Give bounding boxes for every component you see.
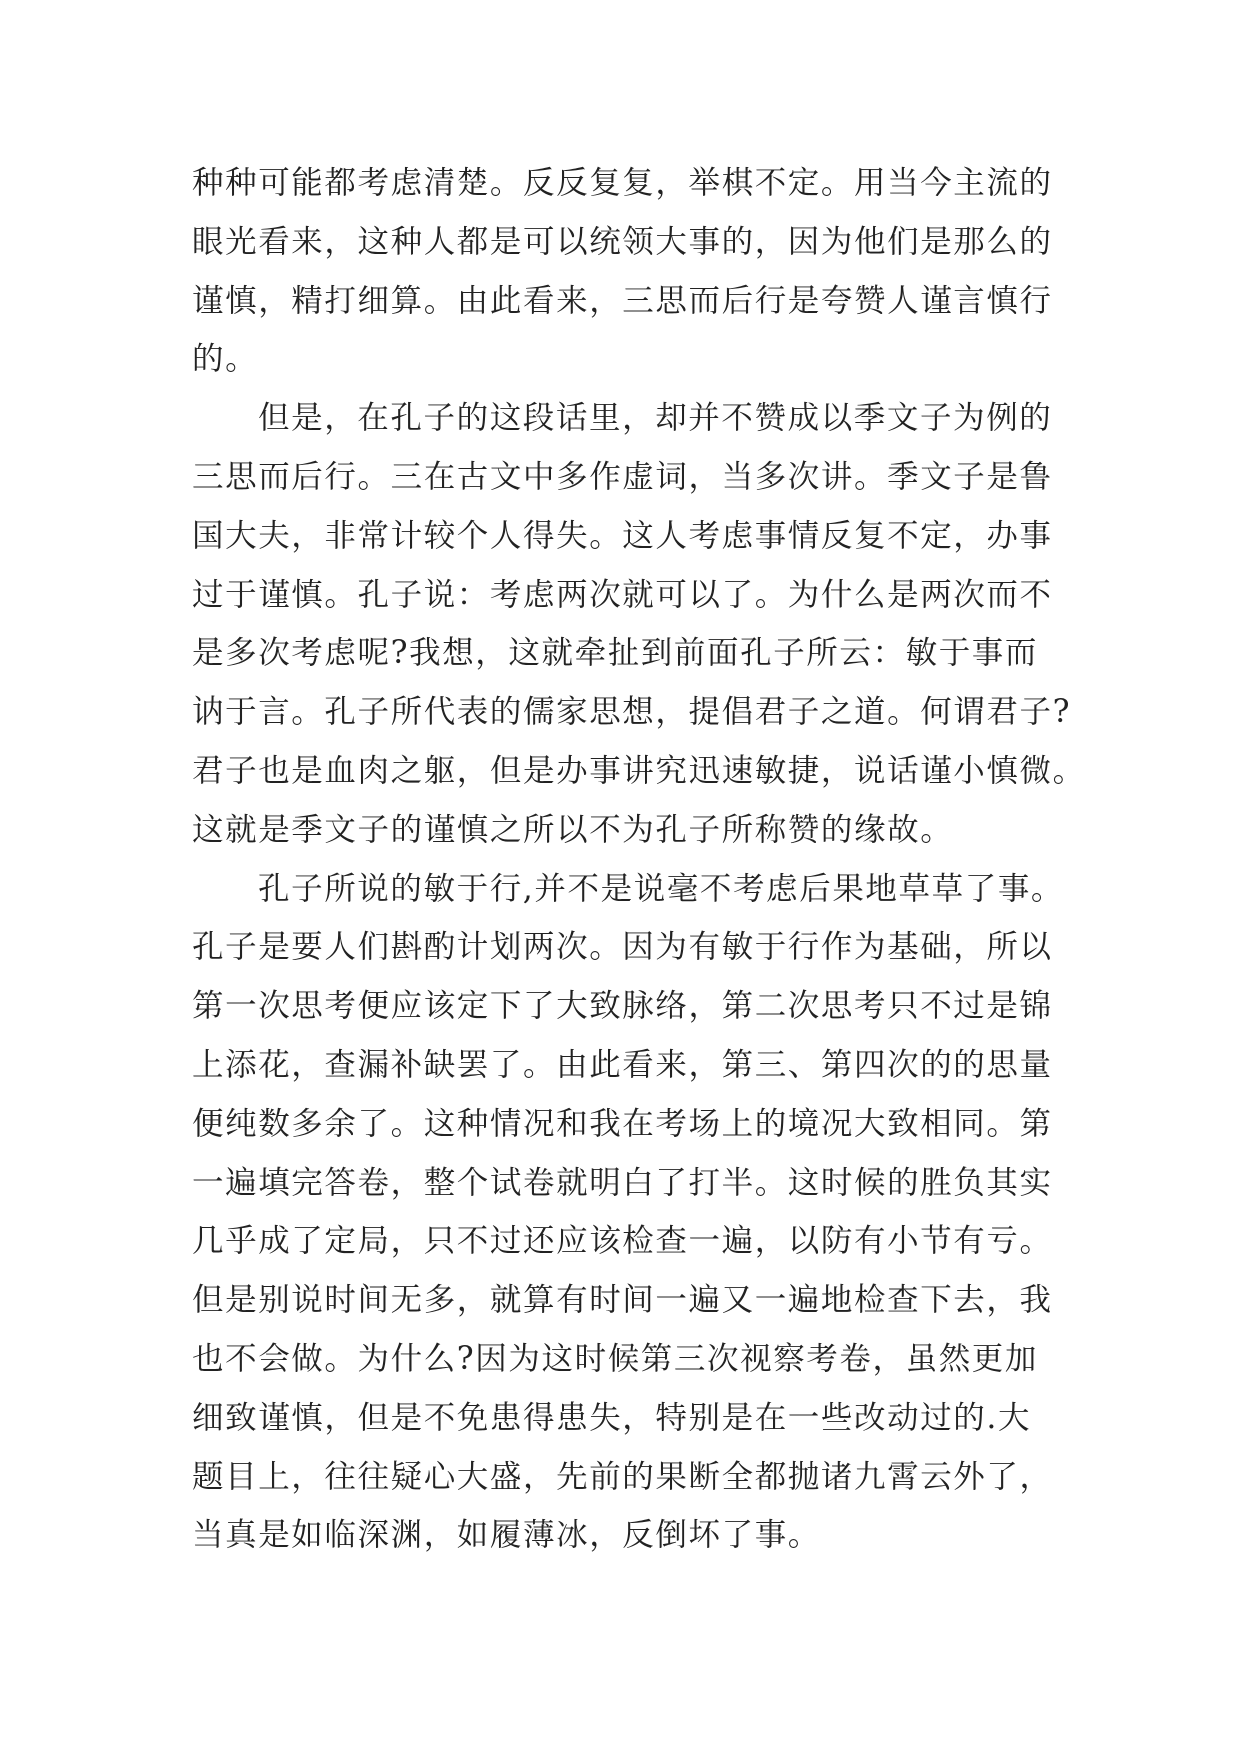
text-line: 谨慎，精打细算。由此看来，三思而后行是夸赞人谨言慎行 (192, 282, 1053, 319)
text-line: 一遍填完答卷，整个试卷就明白了打半。这时候的胜负其实 (192, 1164, 1053, 1201)
text-line: 君子也是血肉之躯，但是办事讲究迅速敏捷，说话谨小慎微。 (192, 752, 1086, 789)
text-line: 过于谨慎。孔子说：考虑两次就可以了。为什么是两次而不 (192, 576, 1053, 613)
text-line: 但是别说时间无多，就算有时间一遍又一遍地检查下去，我 (192, 1282, 1053, 1319)
body-text (192, 154, 1086, 1565)
text-line: 但是，在孔子的这段话里，却并不赞成以季文子为例的 (258, 400, 1053, 437)
text-line: 是多次考虑呢?我想，这就牵扯到前面孔子所云：敏于事而 (192, 635, 1038, 672)
text-line: 讷于言。孔子所代表的儒家思想，提倡君子之道。何谓君子? (192, 694, 1072, 731)
text-line: 上添花，查漏补缺罢了。由此看来，第三、第四次的的思量 (192, 1046, 1053, 1083)
text-line: 眼光看来，这种人都是可以统领大事的，因为他们是那么的 (192, 223, 1053, 260)
text-line: 三思而后行。三在古文中多作虚词，当多次讲。季文子是鲁 (192, 458, 1053, 495)
text-line: 当真是如临深渊，如履薄冰，反倒坏了事。 (192, 1517, 821, 1554)
paragraph (192, 860, 1080, 1566)
text-line: 孔子所说的敏于行,并不是说毫不考虑后果地草草了事。 (258, 870, 1065, 907)
text-line: 国大夫，非常计较个人得失。这人考虑事情反复不定，办事 (192, 517, 1053, 554)
text-line: 也不会做。为什么?因为这时候第三次视察考卷，虽然更加 (192, 1340, 1038, 1377)
text-line: 孔子是要人们斟酌计划两次。因为有敏于行作为基础，所以 (192, 929, 1053, 966)
text-line: 第一次思考便应该定下了大致脉络，第二次思考只不过是锦 (192, 988, 1053, 1025)
paragraph (192, 154, 1080, 389)
text-line: 便纯数多余了。这种情况和我在考场上的境况大致相同。第 (192, 1105, 1053, 1142)
text-line: 这就是季文子的谨慎之所以不为孔子所称赞的缘故。 (192, 811, 954, 848)
text-line: 种种可能都考虑清楚。反反复复，举棋不定。用当今主流的 (192, 165, 1053, 201)
paragraph (192, 389, 1086, 859)
text-line: 细致谨慎，但是不免患得患失，特别是在一些改动过的.大 (192, 1399, 1032, 1436)
text-line: 几乎成了定局，只不过还应该检查一遍，以防有小节有亏。 (192, 1223, 1053, 1260)
text-line: 的。 (192, 341, 259, 378)
text-line: 题目上，往往疑心大盛，先前的果断全都抛诸九霄云外了， (192, 1458, 1053, 1495)
